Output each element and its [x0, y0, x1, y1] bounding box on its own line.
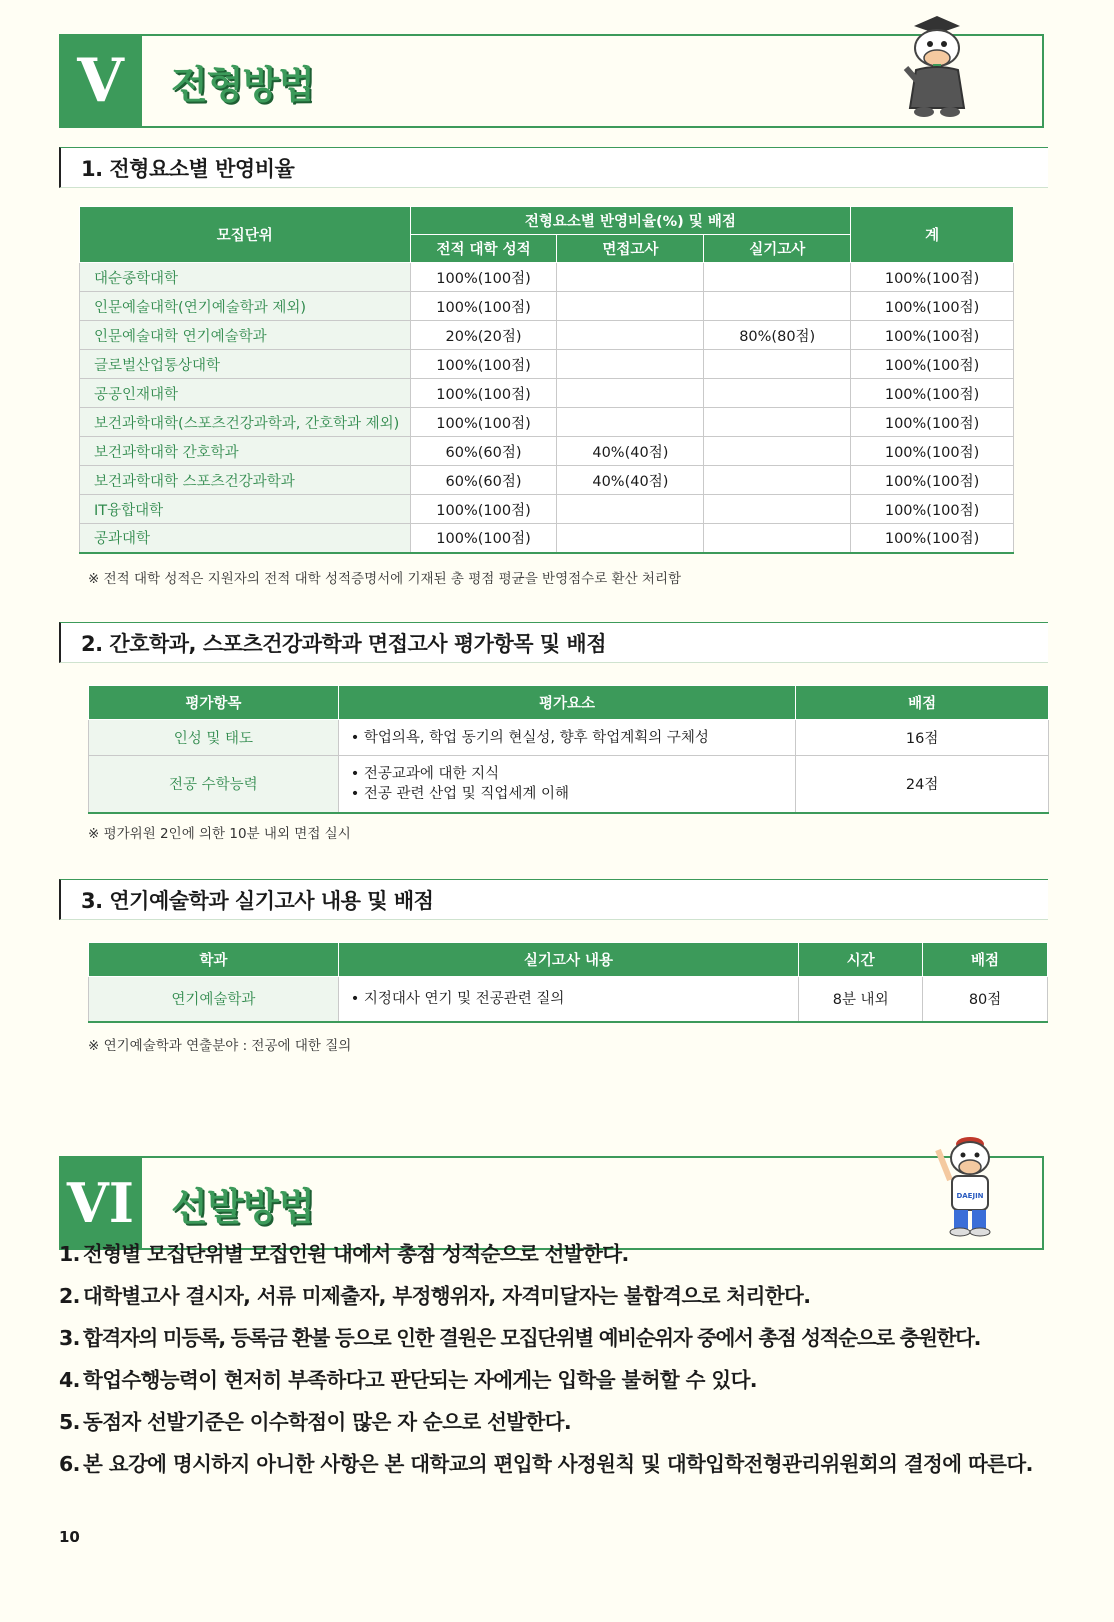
list-item [59, 1450, 1049, 1479]
cell: 100%(100점) [851, 263, 1014, 292]
list-item [59, 1408, 1049, 1437]
rule-number: 1. [59, 1242, 80, 1266]
table-row [80, 524, 1014, 553]
mascot-shirt-text: DAEJIN [956, 1192, 984, 1200]
rule-text: 합격자의 미등록, 등록금 환불 등으로 인한 결원은 모집단위별 예비순위자 중에서 총점 성적순으로 충원한다. [83, 1326, 981, 1350]
list-item [59, 1282, 1049, 1311]
cell: 100%(100점) [410, 495, 557, 524]
cell-score: 24점 [796, 756, 1049, 813]
cell: 100%(100점) [851, 408, 1014, 437]
section-1-table [79, 206, 1014, 554]
rule-number: 3. [59, 1326, 80, 1350]
rule-text: 동점자 선발기준은 이수학점이 많은 자 순으로 선발한다. [83, 1410, 572, 1434]
header-score: 배점 [923, 943, 1048, 977]
cell-score: 80점 [923, 977, 1048, 1022]
table-row [89, 756, 1049, 813]
waving-cow-mascot-icon [930, 1128, 1010, 1238]
cell [704, 408, 851, 437]
section-1-note: ※ 전적 대학 성적은 지원자의 전적 대학 성적증명서에 기재된 총 평점 평균을 반영점수로 환산 처리함 [88, 571, 682, 587]
table-row [80, 263, 1014, 292]
header-score: 배점 [796, 686, 1049, 720]
header-group: 전형요소별 반영비율(%) 및 배점 [410, 207, 851, 235]
cell: 40%(40점) [557, 466, 704, 495]
section-3-table [88, 942, 1048, 1023]
list-item [59, 1240, 1049, 1269]
cell-unit: IT융합대학 [80, 495, 411, 524]
rule-text: 대학별고사 결시자, 서류 미제출자, 부정행위자, 자격미달자는 불합격으로 처리한다. [83, 1284, 811, 1308]
chapter-title: 전형방법 [171, 62, 314, 107]
cell-item: 인성 및 태도 [89, 720, 339, 756]
cell: 20%(20점) [410, 321, 557, 350]
section-2-note: ※ 평가위원 2인에 의한 10분 내외 면접 실시 [88, 826, 351, 842]
cell [704, 437, 851, 466]
cell-unit: 보건과학대학(스포츠건강과학과, 간호학과 제외) [80, 408, 411, 437]
cell [557, 292, 704, 321]
cell [704, 263, 851, 292]
cell: 100%(100점) [851, 495, 1014, 524]
list-item [59, 1366, 1049, 1395]
cell [557, 379, 704, 408]
table-row [80, 437, 1014, 466]
cell-item: 전공 수학능력 [89, 756, 339, 813]
cell: 80%(80점) [704, 321, 851, 350]
table-row [80, 379, 1014, 408]
header-dept: 학과 [89, 943, 339, 977]
header-interview: 면접고사 [557, 235, 704, 263]
cell-unit: 보건과학대학 스포츠건강과학과 [80, 466, 411, 495]
cell-score: 16점 [796, 720, 1049, 756]
cell-dept: 연기예술학과 [89, 977, 339, 1022]
section-3-note: ※ 연기예술학과 연출분야 : 전공에 대한 질의 [88, 1038, 352, 1054]
cell [557, 495, 704, 524]
cell-time: 8분 내외 [799, 977, 923, 1022]
table-row [80, 408, 1014, 437]
header-practical: 실기고사 [704, 235, 851, 263]
section-3-heading: 3. 연기예술학과 실기고사 내용 및 배점 [59, 879, 1048, 920]
rule-number: 4. [59, 1368, 80, 1392]
cell-unit: 공과대학 [80, 524, 411, 553]
element-line: • 전공교과에 대한 지식 [350, 765, 500, 782]
cell [704, 466, 851, 495]
cell: 100%(100점) [410, 524, 557, 553]
cell: 60%(60점) [410, 466, 557, 495]
cell-unit: 인문예술대학(연기예술학과 제외) [80, 292, 411, 321]
table-row [80, 350, 1014, 379]
cell: 100%(100점) [410, 408, 557, 437]
rule-number: 5. [59, 1410, 80, 1434]
header-item: 평가항목 [89, 686, 339, 720]
cell-unit: 대순종학대학 [80, 263, 411, 292]
cell-content: • 지정대사 연기 및 전공관련 질의 [338, 977, 799, 1022]
table-row [80, 292, 1014, 321]
header-unit: 모집단위 [80, 207, 411, 263]
cell-unit: 인문예술대학 연기예술학과 [80, 321, 411, 350]
element-line: • 학업의욕, 학업 동기의 현실성, 향후 학업계획의 구체성 [350, 729, 709, 746]
cell-unit: 보건과학대학 간호학과 [80, 437, 411, 466]
header-time: 시간 [799, 943, 923, 977]
chapter-title: 선발방법 [171, 1184, 314, 1229]
cell-element [338, 720, 796, 756]
cell: 60%(60점) [410, 437, 557, 466]
chapter-banner-6 [59, 1156, 1044, 1250]
table-row [80, 466, 1014, 495]
cell-element [338, 756, 796, 813]
cell: 100%(100점) [851, 524, 1014, 553]
rule-number: 2. [59, 1284, 80, 1308]
chapter-numeral: V [59, 34, 142, 128]
cell: 100%(100점) [410, 263, 557, 292]
cell: 100%(100점) [851, 350, 1014, 379]
header-content: 실기고사 내용 [338, 943, 799, 977]
section-2-table [88, 685, 1049, 814]
list-item [59, 1324, 1049, 1353]
table-row [80, 495, 1014, 524]
cell: 100%(100점) [851, 379, 1014, 408]
section-2-heading: 2. 간호학과, 스포츠건강과학과 면접고사 평가항목 및 배점 [59, 622, 1048, 663]
cell [704, 350, 851, 379]
section-1-heading: 1. 전형요소별 반영비율 [59, 147, 1048, 188]
cell [557, 350, 704, 379]
cell [557, 321, 704, 350]
rule-number: 6. [59, 1452, 80, 1476]
chapter-numeral: VI [59, 1156, 142, 1250]
rule-text: 본 요강에 명시하지 아니한 사항은 본 대학교의 편입학 사정원칙 및 대학입학전형관리위원회의 결정에 따른다. [83, 1452, 1033, 1476]
cell [704, 292, 851, 321]
cell: 100%(100점) [410, 350, 557, 379]
cell [557, 263, 704, 292]
cell: 100%(100점) [851, 466, 1014, 495]
cell [704, 524, 851, 553]
table-row [89, 977, 1048, 1022]
cell: 100%(100점) [851, 437, 1014, 466]
cell [557, 524, 704, 553]
element-line: • 전공 관련 산업 및 직업세계 이해 [350, 785, 570, 802]
header-prior-grade: 전적 대학 성적 [410, 235, 557, 263]
cell: 40%(40점) [557, 437, 704, 466]
cell: 100%(100점) [851, 321, 1014, 350]
rule-text: 학업수행능력이 현저히 부족하다고 판단되는 자에게는 입학을 불허할 수 있다. [83, 1368, 757, 1392]
cell [557, 408, 704, 437]
cell: 100%(100점) [851, 292, 1014, 321]
header-element: 평가요소 [338, 686, 796, 720]
header-total: 계 [851, 207, 1014, 263]
rule-text: 전형별 모집단위별 모집인원 내에서 총점 성적순으로 선발한다. [83, 1242, 629, 1266]
graduate-cow-mascot-icon [892, 8, 982, 120]
cell-unit: 공공인재대학 [80, 379, 411, 408]
cell [704, 495, 851, 524]
selection-rules-list [59, 1240, 1049, 1492]
table-row [80, 321, 1014, 350]
table-row [89, 720, 1049, 756]
cell: 100%(100점) [410, 292, 557, 321]
cell [704, 379, 851, 408]
page-number: 10 [59, 1528, 80, 1546]
cell: 100%(100점) [410, 379, 557, 408]
cell-unit: 글로벌산업통상대학 [80, 350, 411, 379]
